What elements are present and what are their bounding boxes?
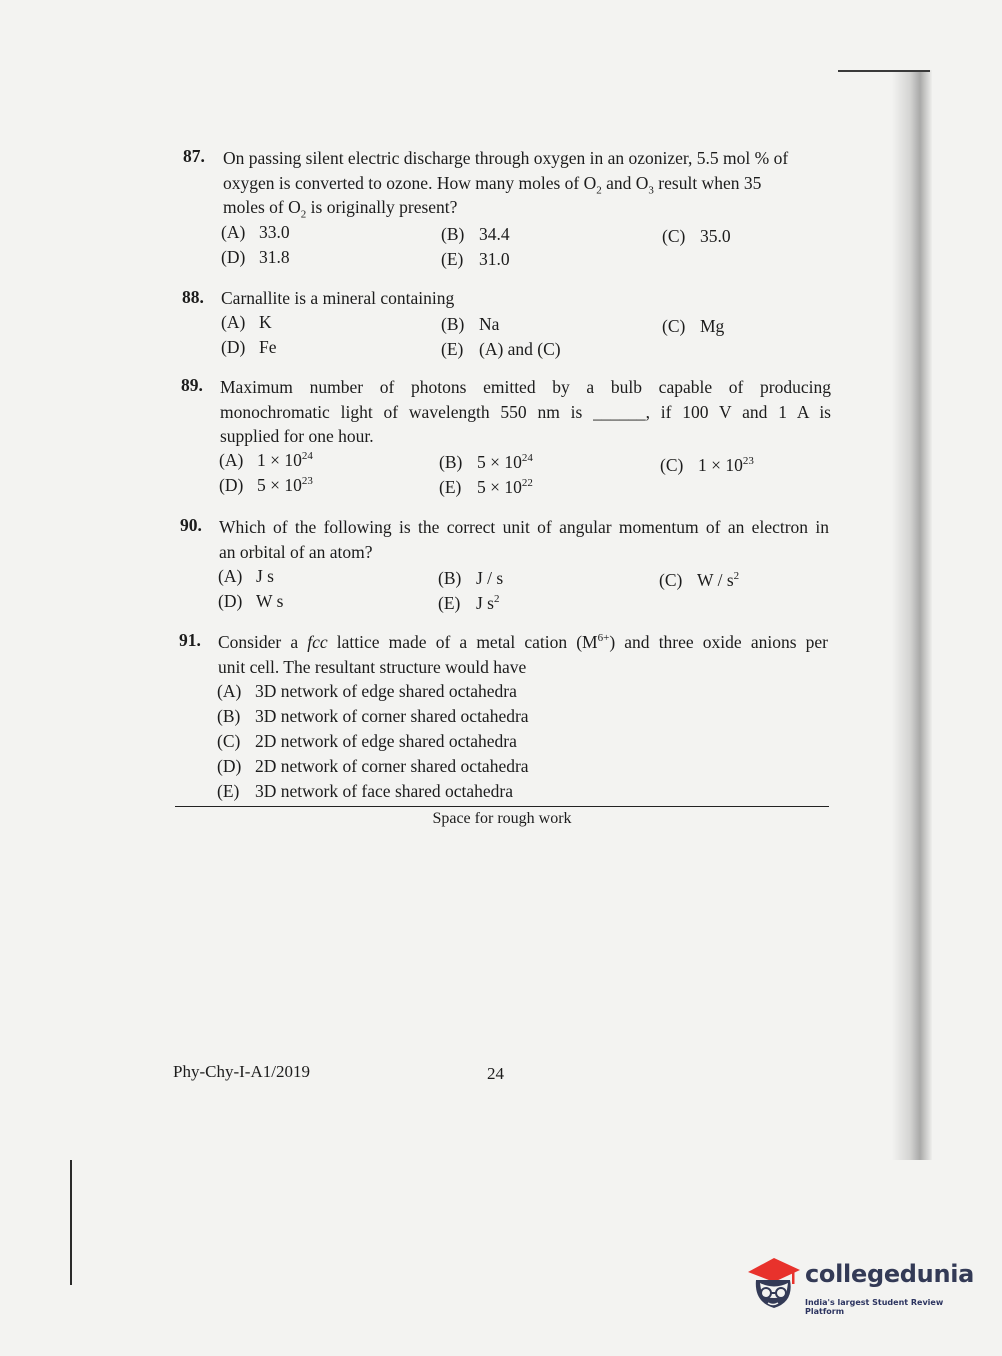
scan-border-line-left <box>70 1160 72 1285</box>
question-text: Which of the following is the correct unit of angular momentum of an electron in an orbital of an atom? <box>219 517 829 562</box>
question-number: 88. <box>182 287 204 307</box>
option-c[interactable]: (C) Mg <box>662 316 725 336</box>
paper-code: Phy-Chy-I-A1/2019 <box>173 1062 310 1081</box>
option-d[interactable]: (D) 2D network of corner shared octahedra <box>217 756 529 776</box>
option-d[interactable]: (D) $5 \times 10^{23}$ <box>219 475 313 495</box>
question-number: 87. <box>183 146 205 166</box>
option-b[interactable]: (B) Na <box>441 314 500 334</box>
question-number: 89. <box>181 375 203 395</box>
option-b[interactable]: (B) 34.4 <box>441 224 510 244</box>
question-number: 91. <box>179 630 201 650</box>
rough-work-label: Space for rough work <box>432 810 572 827</box>
option-e[interactable]: (E) (A) and (C) <box>441 339 561 359</box>
option-a[interactable]: (A) 3D network of edge shared octahedra <box>217 681 517 701</box>
option-a[interactable]: (A) $1 \times 10^{24}$ <box>219 450 313 470</box>
logo-wordmark: collegedunia <box>805 1260 975 1288</box>
option-e[interactable]: (E) $5 \times 10^{22}$ <box>439 477 533 497</box>
option-b[interactable]: (B) $5 \times 10^{24}$ <box>439 452 533 472</box>
logo-tagline: India's largest Student Review Platform <box>805 1298 944 1316</box>
mascot-icon <box>744 1250 804 1314</box>
question-text: On passing silent electric discharge through oxygen in an ozonizer, 5.5 mol % of oxygen is converted to ozone. How many moles of $O_2$ and $O_3$ result when 35 moles of $O_2$ is originally present? <box>223 148 789 221</box>
option-a[interactable]: (A) 33.0 <box>221 222 290 242</box>
option-a[interactable]: (A) K <box>221 312 272 332</box>
option-b[interactable]: (B) 3D network of corner shared octahedra <box>217 706 529 726</box>
question-text: Maximum number of photons emitted by a bulb capable of producing monochromatic light of wavelength 550 nm is ______, if 100 V and 1 A is supplied for one hour. <box>220 377 831 446</box>
option-d[interactable]: (D) 31.8 <box>221 247 290 267</box>
question-text: Consider a fcc lattice made of a metal cation $(M^{6+})$ and three oxide anions per unit cell. The resultant structure would have <box>218 632 828 677</box>
scan-border-line <box>838 70 930 72</box>
page-number: 24 <box>487 1064 504 1083</box>
option-e[interactable]: (E) 3D network of face shared octahedra <box>217 781 513 801</box>
option-e[interactable]: (E) J $s^2$ <box>438 593 500 613</box>
page-edge-shadow <box>892 70 932 1160</box>
option-d[interactable]: (D) Fe <box>221 337 277 357</box>
question-text: Carnallite is a mineral containing <box>221 288 455 308</box>
option-d[interactable]: (D) W s <box>218 591 284 611</box>
option-a[interactable]: (A) J s <box>218 566 274 586</box>
question-number: 90. <box>180 515 202 535</box>
option-c[interactable]: (C) 2D network of edge shared octahedra <box>217 731 517 751</box>
collegedunia-logo[interactable] <box>744 1250 975 1316</box>
option-c[interactable]: (C) $1 \times 10^{23}$ <box>660 455 754 475</box>
option-b[interactable]: (B) J / s <box>438 568 504 588</box>
option-c[interactable]: (C) 35.0 <box>662 226 731 246</box>
option-c[interactable]: (C) W / $s^2$ <box>659 570 740 590</box>
divider <box>175 806 829 807</box>
option-e[interactable]: (E) 31.0 <box>441 249 510 269</box>
